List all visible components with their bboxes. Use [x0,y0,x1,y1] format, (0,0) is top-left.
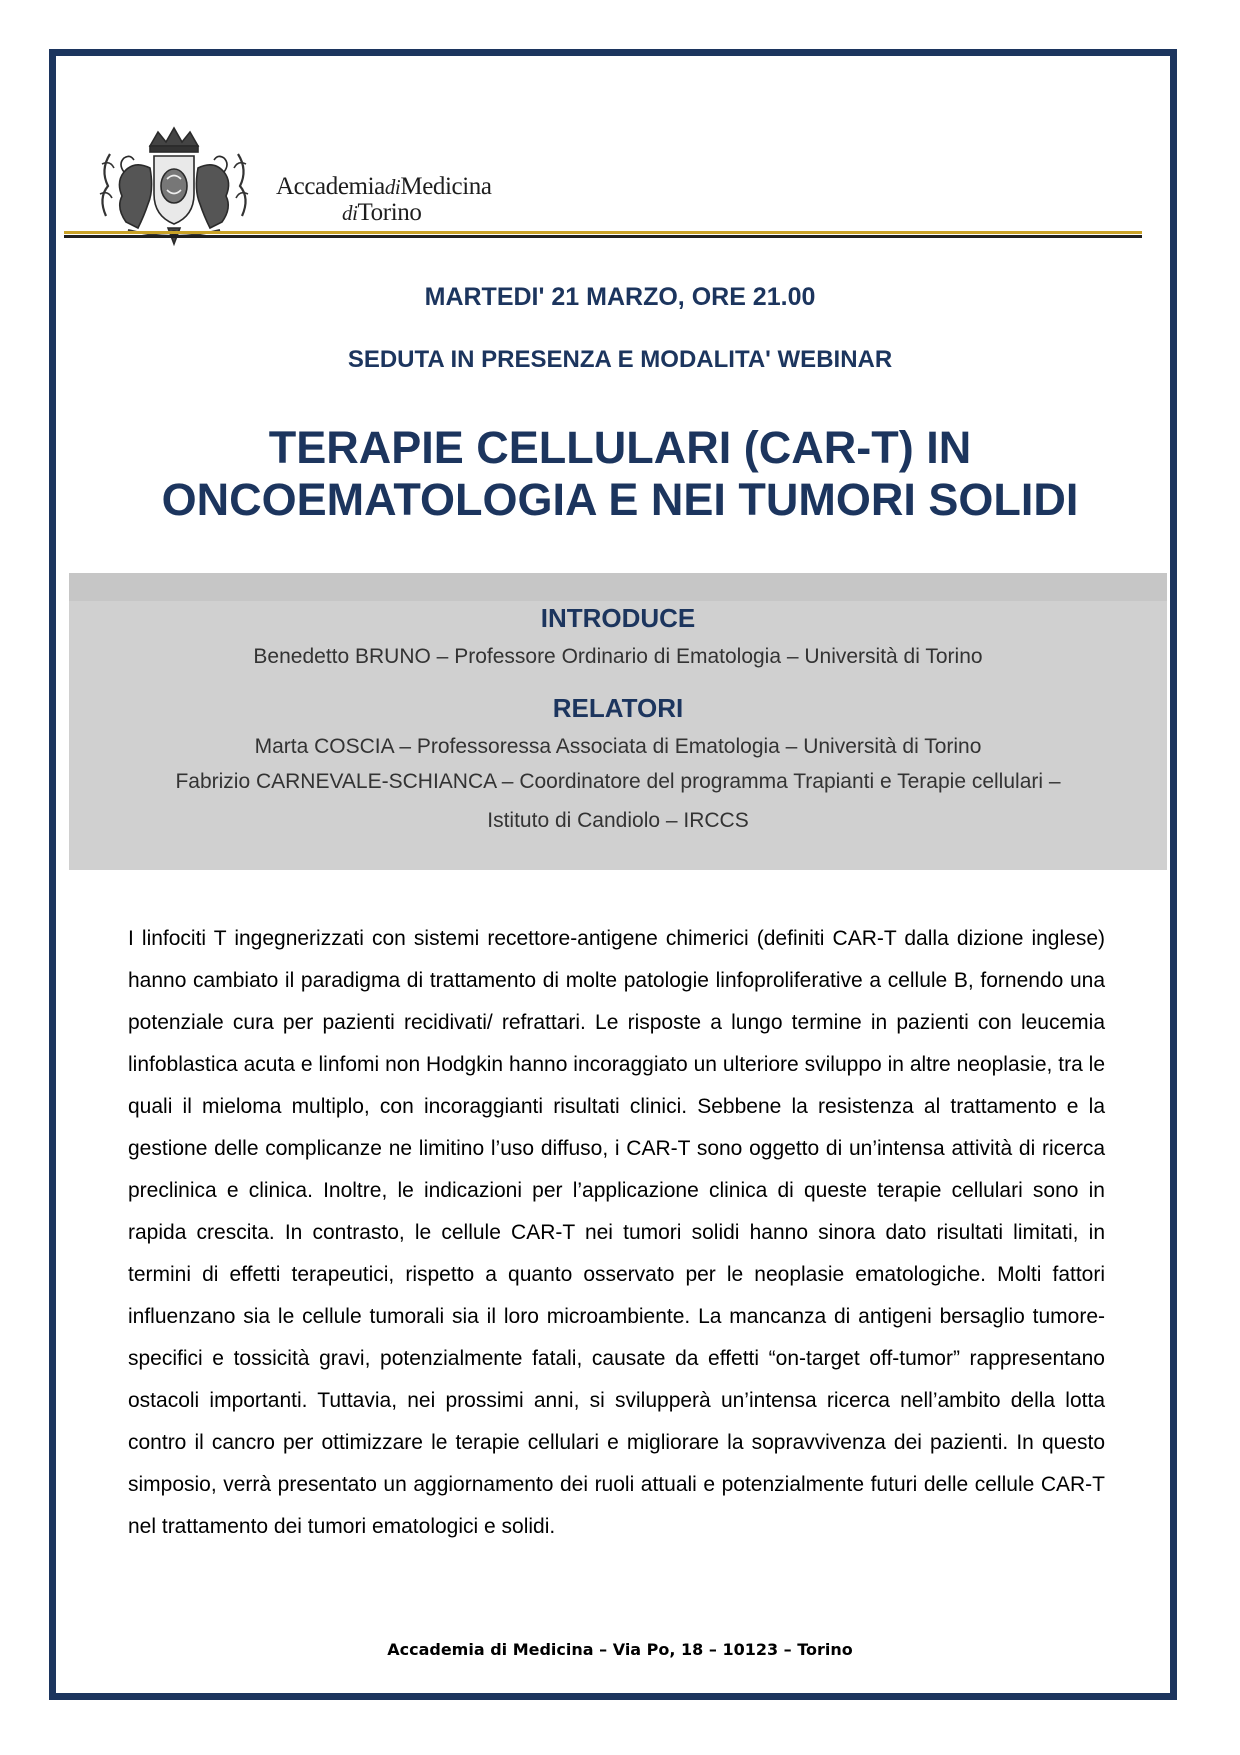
event-title-line2: ONCOEMATOLOGIA E NEI TUMORI SOLIDI [161,474,1079,525]
footer-address: Accademia di Medicina – Via Po, 18 – 10123 – Torino [387,1640,853,1659]
speakers-panel [69,573,1167,870]
academy-crest-icon [88,124,260,248]
relatore-1: Marta COSCIA – Professoressa Associata di Ematologia – Università di Torino [254,735,982,758]
event-mode: SEDUTA IN PRESENZA E MODALITA' WEBINAR [347,346,893,373]
letterhead-gold-rule [64,231,1142,234]
abstract-paragraph: I linfociti T ingegnerizzati con sistemi recettore-antigene chimerici (definiti CAR-T dalla dizione inglese) hanno cambiato il paradigma di trattamento di molte patologie linfoproliferative a cellule B, fornendo una potenziale cura per pazienti recidivati/ refrattari. Le risposte a lungo termine in pazienti con leucemia linfoblastica acuta e linfomi non Hodgkin hanno incoraggiato un ulteriore sviluppo in altre neoplasie, tra le quali il mieloma multiplo, con incoraggianti risultati clinici. Sebbene la resistenza al trattamento e la gestione delle complicanze ne limitino l’uso diffuso, i CAR-T sono oggetto di un’intensa attività di ricerca preclinica e clinica. Inoltre, le indicazioni per l’applicazione clinica di queste terapie cellulari sono in rapida crescita. In contrasto, le cellule CAR-T nei tumori solidi hanno sinora dato risultati limitati, in termini di effetti terapeutici, rispetto a quanto osservato per le neoplasie ematologiche. Molti fattori influenzano sia le cellule tumorali sia il loro microambiente. La mancanza di antigeni bersaglio tumore-specifici e tossicità gravi, potenzialmente fatali, causate da effetti “on-target off-tumor” rappresentano ostacoli importanti. Tuttavia, nei prossimi anni, si svilupperà un’intensa ricerca nell’ambito della lotta contro il cancro per ottimizzare le terapie cellulari e migliorare la sopravvivenza dei pazienti. In questo simposio, verrà presentato un aggiornamento dei ruoli attuali e potenzialmente futuri delle cellule CAR-T nel trattamento dei tumori ematologici e solidi. [128,927,1105,1538]
relatore-2-affiliation: Istituto di Candiolo – IRCCS [487,809,749,832]
speakers-panel-stripe [69,573,1167,601]
event-title [100,422,1140,526]
academy-name: AccademiadiMedicina diTorino [276,173,492,226]
event-date-time: MARTEDI' 21 MARZO, ORE 21.00 [424,283,816,311]
relatore-2: Fabrizio CARNEVALE-SCHIANCA – Coordinatore del programma Trapianti e Terapie cellulari – [175,770,1061,793]
letterhead-dark-rule [64,235,1142,238]
event-title-line1: TERAPIE CELLULARI (CAR-T) IN [268,422,972,473]
relatori-heading: RELATORI [552,693,684,723]
introduce-heading: INTRODUCE [540,603,696,633]
introducer: Benedetto BRUNO – Professore Ordinario di Ematologia – Università di Torino [253,645,983,668]
